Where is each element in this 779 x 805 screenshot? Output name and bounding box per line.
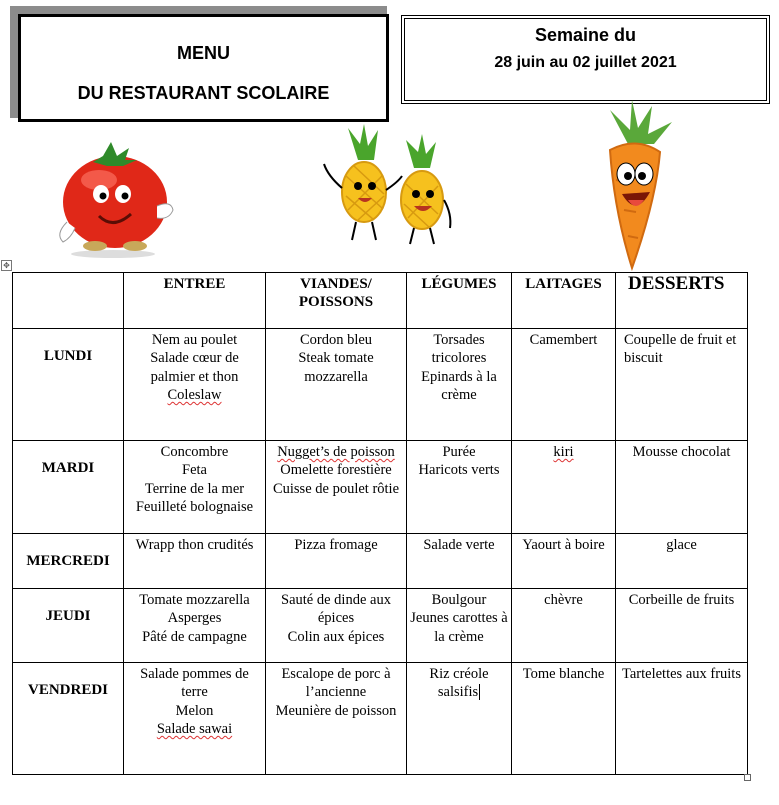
menu-item: Torsades tricolores bbox=[431, 332, 487, 367]
legumes-cell bbox=[407, 329, 512, 441]
laitages-cell bbox=[512, 329, 616, 441]
menu-item: Steak tomate mozzarella bbox=[298, 350, 374, 385]
menu-item: Camembert bbox=[529, 332, 598, 348]
viandes-cell bbox=[266, 441, 407, 534]
menu-item: Sauté de dinde aux épices bbox=[281, 592, 391, 627]
menu-item: Salade pommes de terre bbox=[140, 666, 249, 701]
menu-item: Melon bbox=[175, 702, 214, 719]
menu-item: Pâté de campagne bbox=[142, 628, 247, 645]
menu-item: Tartelettes aux fruits bbox=[622, 666, 741, 682]
viandes-cell bbox=[266, 589, 407, 663]
menu-item: Feuilleté bolognaise bbox=[135, 498, 254, 515]
header-viandes: VIANDES/ POISSONS bbox=[266, 273, 407, 329]
menu-item: chèvre bbox=[544, 592, 583, 608]
menu-item: Nem au poulet bbox=[151, 332, 238, 348]
entree-cell bbox=[124, 589, 266, 663]
menu-item: Meunière de poisson bbox=[275, 702, 397, 719]
header-legumes: LÉGUMES bbox=[407, 273, 512, 329]
menu-title-box bbox=[18, 14, 389, 122]
pineapple-mascots-image bbox=[318, 124, 458, 248]
table-row bbox=[13, 589, 748, 663]
table-row bbox=[13, 441, 748, 534]
header-laitages: LAITAGES bbox=[512, 273, 616, 329]
menu-item: Omelette forestière bbox=[280, 462, 392, 479]
day-label: MERCREDI bbox=[13, 534, 124, 589]
table-resize-handle[interactable] bbox=[744, 774, 751, 781]
menu-item: Escalope de porc à l’ancienne bbox=[281, 666, 391, 701]
day-label: MARDI bbox=[13, 441, 124, 534]
menu-item: Salade cœur de palmier et thon bbox=[150, 350, 239, 385]
menu-item: Salade verte bbox=[423, 537, 495, 553]
tomato-mascot-image bbox=[45, 130, 185, 258]
week-label: Semaine du bbox=[534, 25, 637, 45]
week-box bbox=[401, 15, 770, 104]
menu-item: Coleslaw bbox=[167, 386, 222, 403]
header-entree: ENTREE bbox=[124, 273, 266, 329]
table-row bbox=[13, 329, 748, 441]
menu-item: Wrapp thon crudités bbox=[135, 537, 254, 553]
entree-cell bbox=[124, 663, 266, 775]
menu-item: Jeunes carottes à la crème bbox=[410, 610, 508, 645]
viandes-cell bbox=[266, 663, 407, 775]
table-move-handle-icon[interactable]: ✥ bbox=[1, 260, 12, 271]
laitages-cell bbox=[512, 663, 616, 775]
menu-item: Yaourt à boire bbox=[522, 537, 605, 553]
menu-item: glace bbox=[666, 537, 697, 553]
laitages-cell bbox=[512, 441, 616, 534]
viandes-cell bbox=[266, 329, 407, 441]
text-cursor bbox=[479, 684, 480, 700]
menu-item: Tomate mozzarella bbox=[139, 592, 250, 608]
menu-item: Cordon bleu bbox=[299, 332, 373, 348]
table-header-row bbox=[13, 273, 748, 329]
menu-item: Riz créole bbox=[429, 666, 489, 682]
menu-item: Mousse chocolat bbox=[632, 444, 731, 460]
desserts-cell bbox=[616, 534, 748, 589]
table-row bbox=[13, 663, 748, 775]
menu-item: salsifis bbox=[437, 684, 479, 701]
desserts-cell bbox=[616, 441, 748, 534]
menu-item: Asperges bbox=[167, 610, 222, 627]
week-dates: 28 juin au 02 juillet 2021 bbox=[494, 54, 677, 71]
menu-item: Pizza fromage bbox=[294, 537, 378, 553]
header-desserts: DESSERTS bbox=[616, 273, 748, 329]
laitages-cell bbox=[512, 589, 616, 663]
viandes-cell bbox=[266, 534, 407, 589]
menu-item: Coupelle de fruit et biscuit bbox=[624, 332, 737, 367]
entree-cell bbox=[124, 329, 266, 441]
menu-title-line1: MENU bbox=[177, 43, 230, 63]
menu-item: Feta bbox=[182, 462, 207, 479]
desserts-cell bbox=[616, 329, 748, 441]
laitages-cell bbox=[512, 534, 616, 589]
legumes-cell bbox=[407, 589, 512, 663]
menu-table bbox=[12, 272, 748, 775]
entree-cell bbox=[124, 534, 266, 589]
menu-item: Haricots verts bbox=[418, 462, 500, 479]
menu-item: Boulgour bbox=[431, 592, 487, 608]
menu-item: kiri bbox=[553, 444, 574, 460]
menu-item: Cuisse de poulet rôtie bbox=[272, 480, 400, 497]
menu-item: Purée bbox=[442, 444, 476, 460]
menu-title-line2: DU RESTAURANT SCOLAIRE bbox=[77, 83, 330, 103]
menu-item: Salade sawai bbox=[156, 720, 233, 737]
entree-cell bbox=[124, 441, 266, 534]
day-label: LUNDI bbox=[13, 329, 124, 441]
menu-item: Colin aux épices bbox=[287, 628, 385, 645]
menu-item: Nugget’s de poisson bbox=[277, 444, 395, 460]
menu-item: Terrine de la mer bbox=[144, 480, 245, 497]
desserts-cell bbox=[616, 589, 748, 663]
menu-item: Epinards à la crème bbox=[421, 368, 497, 403]
menu-item: Concombre bbox=[160, 444, 229, 460]
carrot-mascot-image bbox=[580, 100, 690, 272]
legumes-cell bbox=[407, 534, 512, 589]
day-label: JEUDI bbox=[13, 589, 124, 663]
desserts-cell bbox=[616, 663, 748, 775]
table-row bbox=[13, 534, 748, 589]
menu-item: Tome blanche bbox=[522, 666, 605, 682]
menu-item: Corbeille de fruits bbox=[628, 592, 735, 608]
legumes-cell bbox=[407, 663, 512, 775]
header-empty-cell bbox=[13, 273, 124, 329]
day-label: VENDREDI bbox=[13, 663, 124, 775]
legumes-cell bbox=[407, 441, 512, 534]
